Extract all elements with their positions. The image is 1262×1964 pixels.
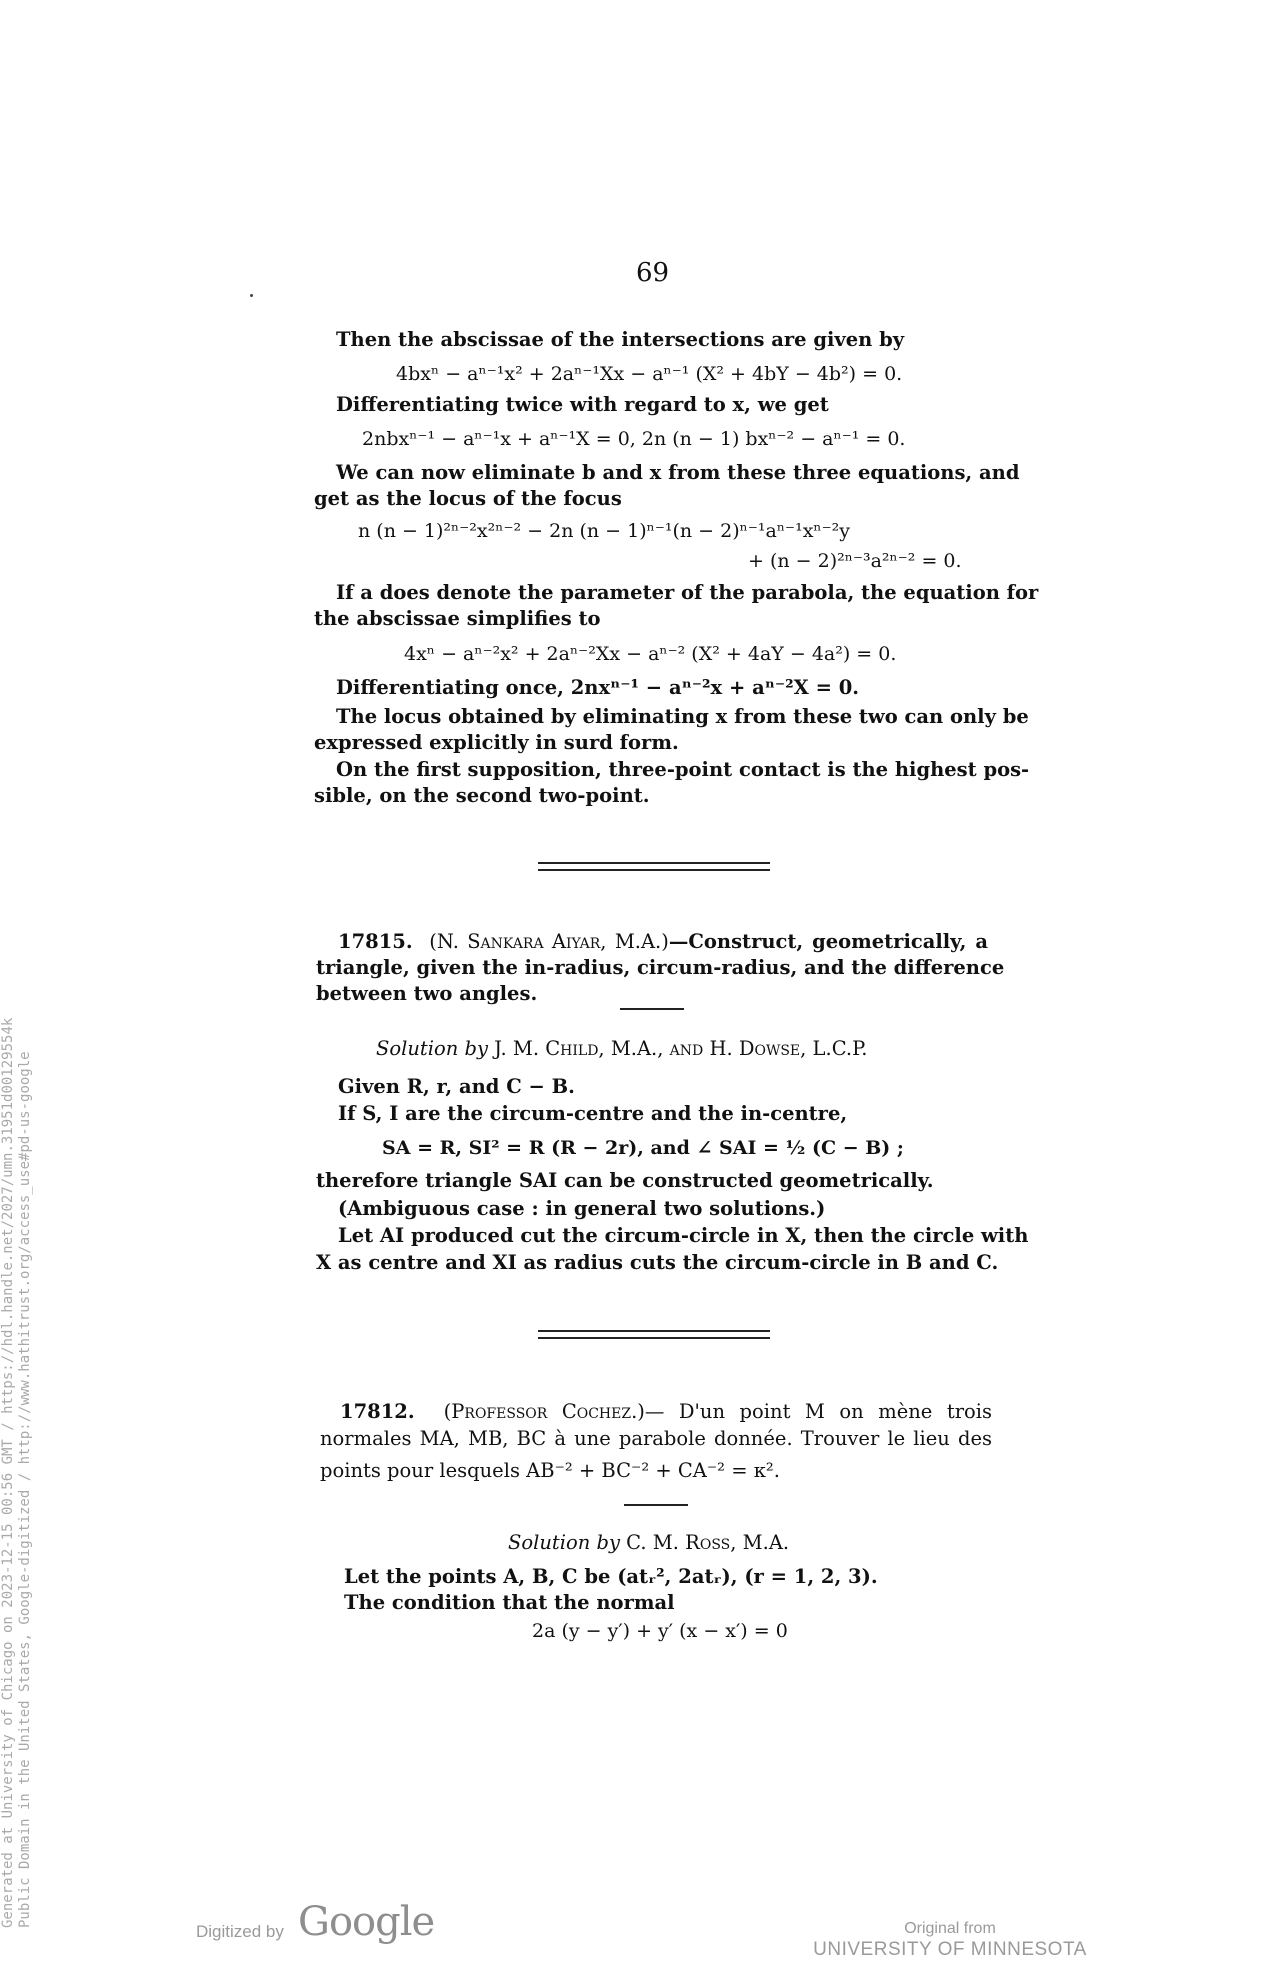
short-rule (624, 1504, 688, 1506)
paragraph-line: Differentiating twice with regard to x, we get (336, 393, 829, 416)
problem-author: (Professor Cochez.) (443, 1400, 645, 1423)
paragraph-line: If S, I are the circum-centre and the in-centre, (338, 1102, 848, 1125)
paragraph-line: Let AI produced cut the circum-circle in X, then the circle with (338, 1224, 1029, 1247)
digitized-by-label: Digitized by (196, 1922, 284, 1941)
solution-credit (376, 1036, 868, 1062)
equation: 2nbxⁿ⁻¹ − aⁿ⁻¹x + aⁿ⁻¹X = 0, 2n (n − 1) bxⁿ⁻² − aⁿ⁻¹ = 0. (362, 428, 906, 450)
institution-label: UNIVERSITY OF MINNESOTA (813, 1939, 1087, 1960)
paragraph-line: X as centre and XI as radius cuts the circum-circle in B and C. (316, 1251, 999, 1274)
paragraph-line: The locus obtained by eliminating x from these two can only be (336, 705, 1029, 728)
paragraph-line: therefore triangle SAI can be constructed geometrically. (316, 1169, 934, 1192)
paragraph-line: (Ambiguous case : in general two solutions.) (338, 1197, 826, 1220)
equation: 2a (y − y′) + y′ (x − x′) = 0 (532, 1620, 788, 1642)
access-watermark (0, 1018, 34, 1964)
page-number: 69 (636, 258, 670, 288)
problem-number: 17812. (340, 1400, 415, 1423)
paragraph-line: Given R, r, and C − B. (338, 1075, 575, 1098)
google-logo: Google (298, 1899, 435, 1945)
paragraph-line: sible, on the second two-point. (314, 784, 650, 807)
paragraph-line: the abscissae simplifies to (314, 607, 601, 630)
problem-text: —Construct, geometrically, a (668, 930, 988, 953)
equation: n (n − 1)²ⁿ⁻²x²ⁿ⁻² − 2n (n − 1)ⁿ⁻¹(n − 2)ⁿ⁻¹aⁿ⁻¹xⁿ⁻²y (358, 520, 851, 542)
paragraph-line: Then the abscissae of the intersections are given by (336, 328, 905, 351)
section-divider (538, 862, 770, 864)
paragraph-line: Differentiating once, 2nxⁿ⁻¹ − aⁿ⁻²x + aⁿ⁻²X = 0. (336, 676, 860, 699)
watermark-line: Generated at University of Chicago on 2023-12-15 00:56 GMT / https://hdl.handle.net/2027/umn.31951d00129554k (0, 1017, 16, 1928)
original-from-label: Original from (904, 1920, 996, 1937)
solution-by-label: Solution by (508, 1531, 620, 1554)
watermark-line: Public Domain in the United States, Google-digitized / http://www.hathitrust.org/access_use#pd-us-google (17, 1051, 33, 1928)
scan-dot (250, 294, 253, 297)
paragraph-line: triangle, given the in-radius, circum-radius, and the difference (316, 956, 1005, 979)
equation: 4bxⁿ − aⁿ⁻¹x² + 2aⁿ⁻¹Xx − aⁿ⁻¹ (X² + 4bY − 4b²) = 0. (396, 363, 903, 385)
paragraph-line: get as the locus of the focus (314, 487, 622, 510)
section-divider (538, 869, 770, 871)
equation: 4xⁿ − aⁿ⁻²x² + 2aⁿ⁻²Xx − aⁿ⁻² (X² + 4aY − 4a²) = 0. (404, 643, 897, 665)
equation: SA = R, SI² = R (R − 2r), and ∠ SAI = ½ (C − B) ; (382, 1137, 904, 1159)
paragraph-line: If a does denote the parameter of the parabola, the equation for (336, 581, 1039, 604)
solvers: C. M. Ross, M.A. (626, 1531, 790, 1554)
problem-header (340, 1399, 992, 1425)
problem-number: 17815. (338, 930, 413, 953)
paragraph-line: Let the points A, B, C be (atᵣ², 2atᵣ), (r = 1, 2, 3). (344, 1565, 878, 1588)
paragraph-line: On the first supposition, three-point contact is the highest pos- (336, 758, 1030, 781)
short-rule (620, 1008, 684, 1010)
problem-author: (N. Sankara Aiyar, M.A.) (429, 930, 669, 953)
paragraph-line: points pour lesquels AB⁻² + BC⁻² + CA⁻² = κ². (320, 1459, 780, 1482)
problem-header (338, 929, 988, 955)
paragraph-line: The condition that the normal (344, 1591, 675, 1614)
solution-by-label: Solution by (376, 1037, 488, 1060)
problem-text: — D'un point M on mène trois (644, 1400, 992, 1423)
paragraph-line: We can now eliminate b and x from these three equations, and (336, 461, 1020, 484)
paragraph-line: normales MA, MB, BC à une parabole donnée. Trouver le lieu des (320, 1427, 992, 1450)
solvers: J. M. Child, M.A., and H. Dowse, L.C.P. (494, 1037, 868, 1060)
solution-credit (508, 1530, 789, 1556)
paragraph-line: between two angles. (316, 982, 538, 1005)
section-divider (538, 1337, 770, 1339)
paragraph-line: expressed explicitly in surd form. (314, 731, 679, 754)
equation: + (n − 2)²ⁿ⁻³a²ⁿ⁻² = 0. (748, 550, 962, 572)
section-divider (538, 1330, 770, 1332)
